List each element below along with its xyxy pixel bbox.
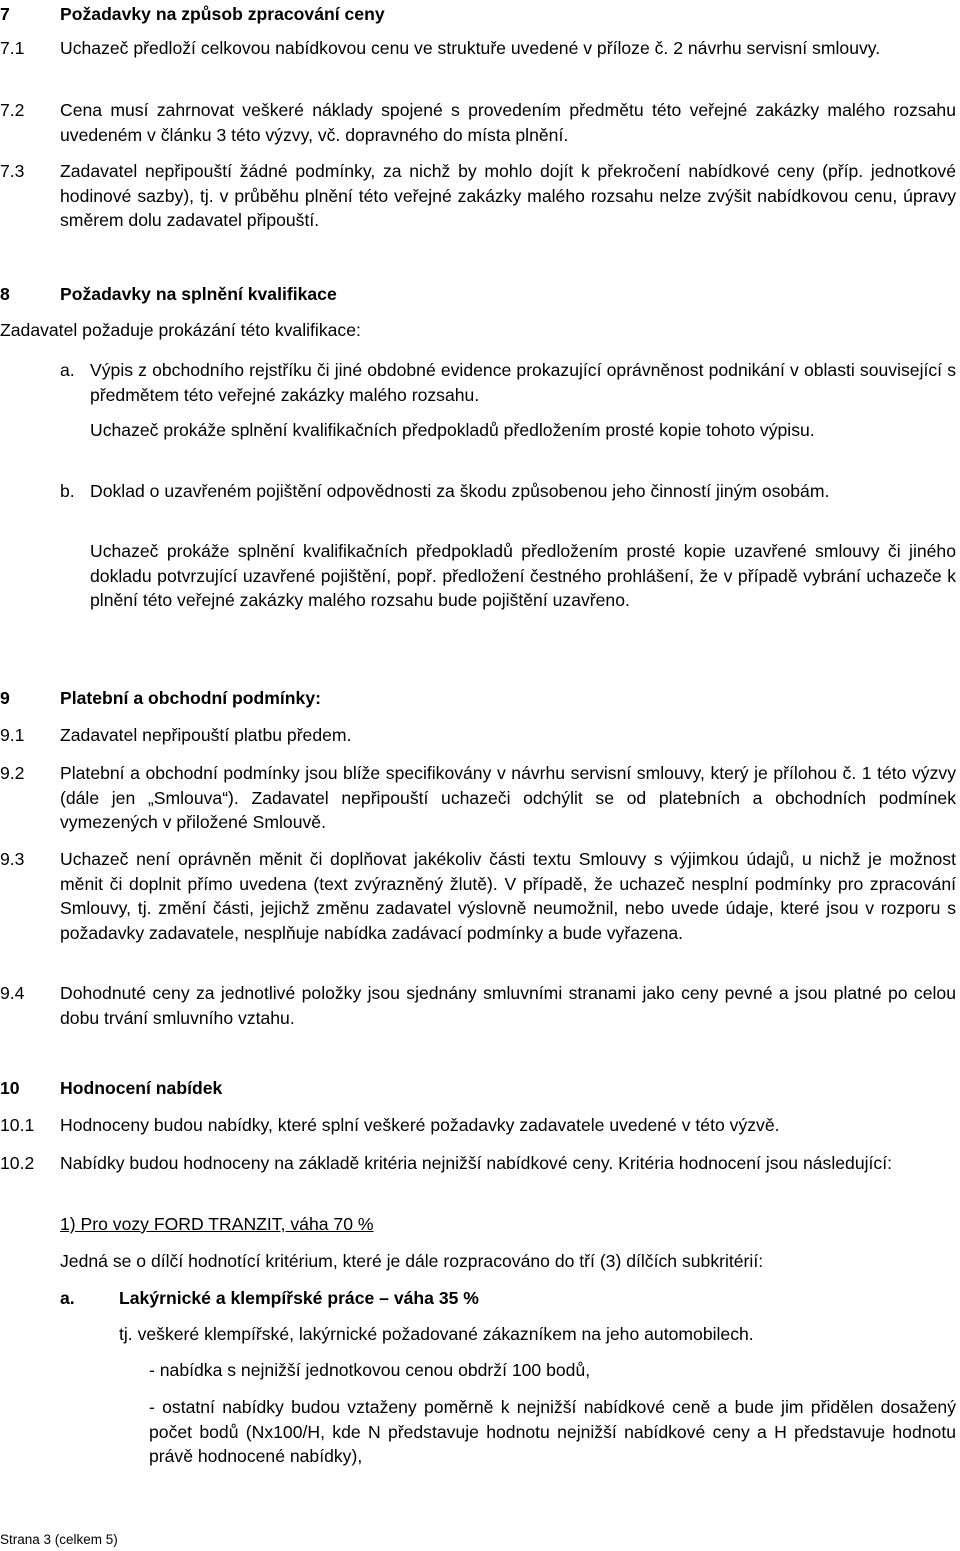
item-number: 9.1	[0, 725, 25, 745]
item-number: 10.1	[0, 1115, 35, 1135]
section-number: 7	[0, 4, 10, 24]
section-intro: Zadavatel požaduje prokázání této kvalifikace:	[0, 320, 361, 340]
item-text: Platební a obchodní podmínky jsou blíže specifikovány v návrhu servisní smlouvy, který je přílohou č. 1 této výzvy (dále jen „Smlouva“). Zadavatel nepřipouští uchazeči odchýlit se od platebních a obchodních podmínek vymezených v přiložené Smlouvě.	[60, 763, 956, 832]
item-number: 7.3	[0, 161, 25, 181]
section-number: 10	[0, 1078, 20, 1098]
item-number: 9.2	[0, 763, 25, 783]
list-label: a.	[60, 1288, 75, 1308]
item-text: Zadavatel nepřipouští žádné podmínky, za nichž by mohlo dojít k překročení nabídkové ceny (příp. jednotkové hodinové sazby), tj. v průběhu plnění této veřejné zakázky malého rozsahu nelze zvýšit nabídkovou cenu, úpravy směrem dolu zadavatel připouští.	[60, 161, 956, 230]
item-text: Dohodnuté ceny za jednotlivé položky jsou sjednány smluvními stranami jako ceny pevné a jsou platné po celou dobu trvání smluvního vztahu.	[60, 983, 956, 1028]
section-title: Požadavky na způsob zpracování ceny	[60, 4, 385, 24]
list-label: b.	[60, 481, 75, 501]
list-item-text: Výpis z obchodního rejstříku či jiné obdobné evidence prokazující oprávněnost podnikání v oblasti související s předmětem této veřejné zakázky malého rozsahu.	[90, 360, 956, 405]
item-text: Uchazeč předloží celkovou nabídkovou cenu ve struktuře uvedené v příloze č. 2 návrhu servisní smlouvy.	[60, 38, 881, 58]
scoring-rule: - nabídka s nejnižší jednotkovou cenou obdrží 100 bodů,	[149, 1360, 591, 1380]
item-text: Hodnoceny budou nabídky, které splní veškeré požadavky zadavatele uvedené v této výzvě.	[60, 1115, 780, 1135]
section-8-heading	[0, 282, 960, 307]
section-number: 8	[0, 284, 10, 304]
section-number: 9	[0, 688, 10, 708]
criterion-intro: Jedná se o dílčí hodnotící kritérium, které je dále rozpracováno do tří (3) dílčích subkritérií:	[60, 1251, 764, 1271]
criterion-heading: 1) Pro vozy FORD TRANZIT, váha 70 %	[60, 1214, 374, 1234]
section-7-heading	[0, 2, 960, 27]
list-label: a.	[60, 360, 75, 380]
item-number: 10.2	[0, 1153, 35, 1173]
proof-text: Uchazeč prokáže splnění kvalifikačních předpokladů předložením prosté kopie uzavřené smlouvy či jiného dokladu potvrzující uzavřené pojištění, popř. předložení čestného prohlášení, že v případě vybrání uchazeče k plnění této veřejné zakázky malého rozsahu bude pojištění uzavřeno.	[90, 541, 956, 610]
scoring-rule: - ostatní nabídky budou vztaženy poměrně k nejnižší nabídkové ceně a bude jim přidělen dosažený počet bodů (Nx100/H, kde N představuje hodnotu nejnižší nabídkové ceny a H představuje hodnotu právě hodnocené nabídky),	[149, 1397, 956, 1466]
section-title: Platební a obchodní podmínky:	[60, 688, 321, 708]
page-footer: Strana 3 (celkem 5)	[0, 1532, 118, 1547]
list-item-text: Doklad o uzavřeném pojištění odpovědnosti za škodu způsobenou jeho činností jiným osobám.	[90, 481, 830, 501]
section-9-heading	[0, 686, 960, 711]
item-text: Uchazeč není oprávněn měnit či doplňovat jakékoliv části textu Smlouvy s výjimkou údajů, u nichž je možnost měnit či doplnit přímo uvedena (text zvýrazněný žlutě). V případě, že uchazeč nesplní podmínky pro zpracování Smlouvy, tj. změní části, jejichž změnu zadavatel výslovně neumožnil, nebo uvede údaje, které jsou v rozporu s požadavky zadavatele, nesplňuje nabídka zadávací podmínky a bude vyřazena.	[60, 849, 956, 943]
section-title: Hodnocení nabídek	[60, 1078, 223, 1098]
subcriterion-title: Lakýrnické a klempířské práce – váha 35 %	[119, 1288, 479, 1308]
item-text: Zadavatel nepřipouští platbu předem.	[60, 725, 352, 745]
item-number: 7.2	[0, 100, 25, 120]
item-number: 9.3	[0, 849, 25, 869]
item-number: 9.4	[0, 983, 25, 1003]
item-text: Nabídky budou hodnoceny na základě kritéria nejnižší nabídkové ceny. Kritéria hodnocení jsou následující:	[60, 1153, 892, 1173]
section-10-heading	[0, 1076, 960, 1101]
item-text: Cena musí zahrnovat veškeré náklady spojené s provedením předmětu této veřejné zakázky malého rozsahu uvedeném v článku 3 této výzvy, vč. dopravného do místa plnění.	[60, 100, 956, 145]
section-title: Požadavky na splnění kvalifikace	[60, 284, 337, 304]
item-number: 7.1	[0, 38, 25, 58]
subcriterion-description: tj. veškeré klempířské, lakýrnické požadované zákazníkem na jeho automobilech.	[119, 1324, 754, 1344]
proof-text: Uchazeč prokáže splnění kvalifikačních předpokladů předložením prosté kopie tohoto výpisu.	[90, 420, 815, 440]
